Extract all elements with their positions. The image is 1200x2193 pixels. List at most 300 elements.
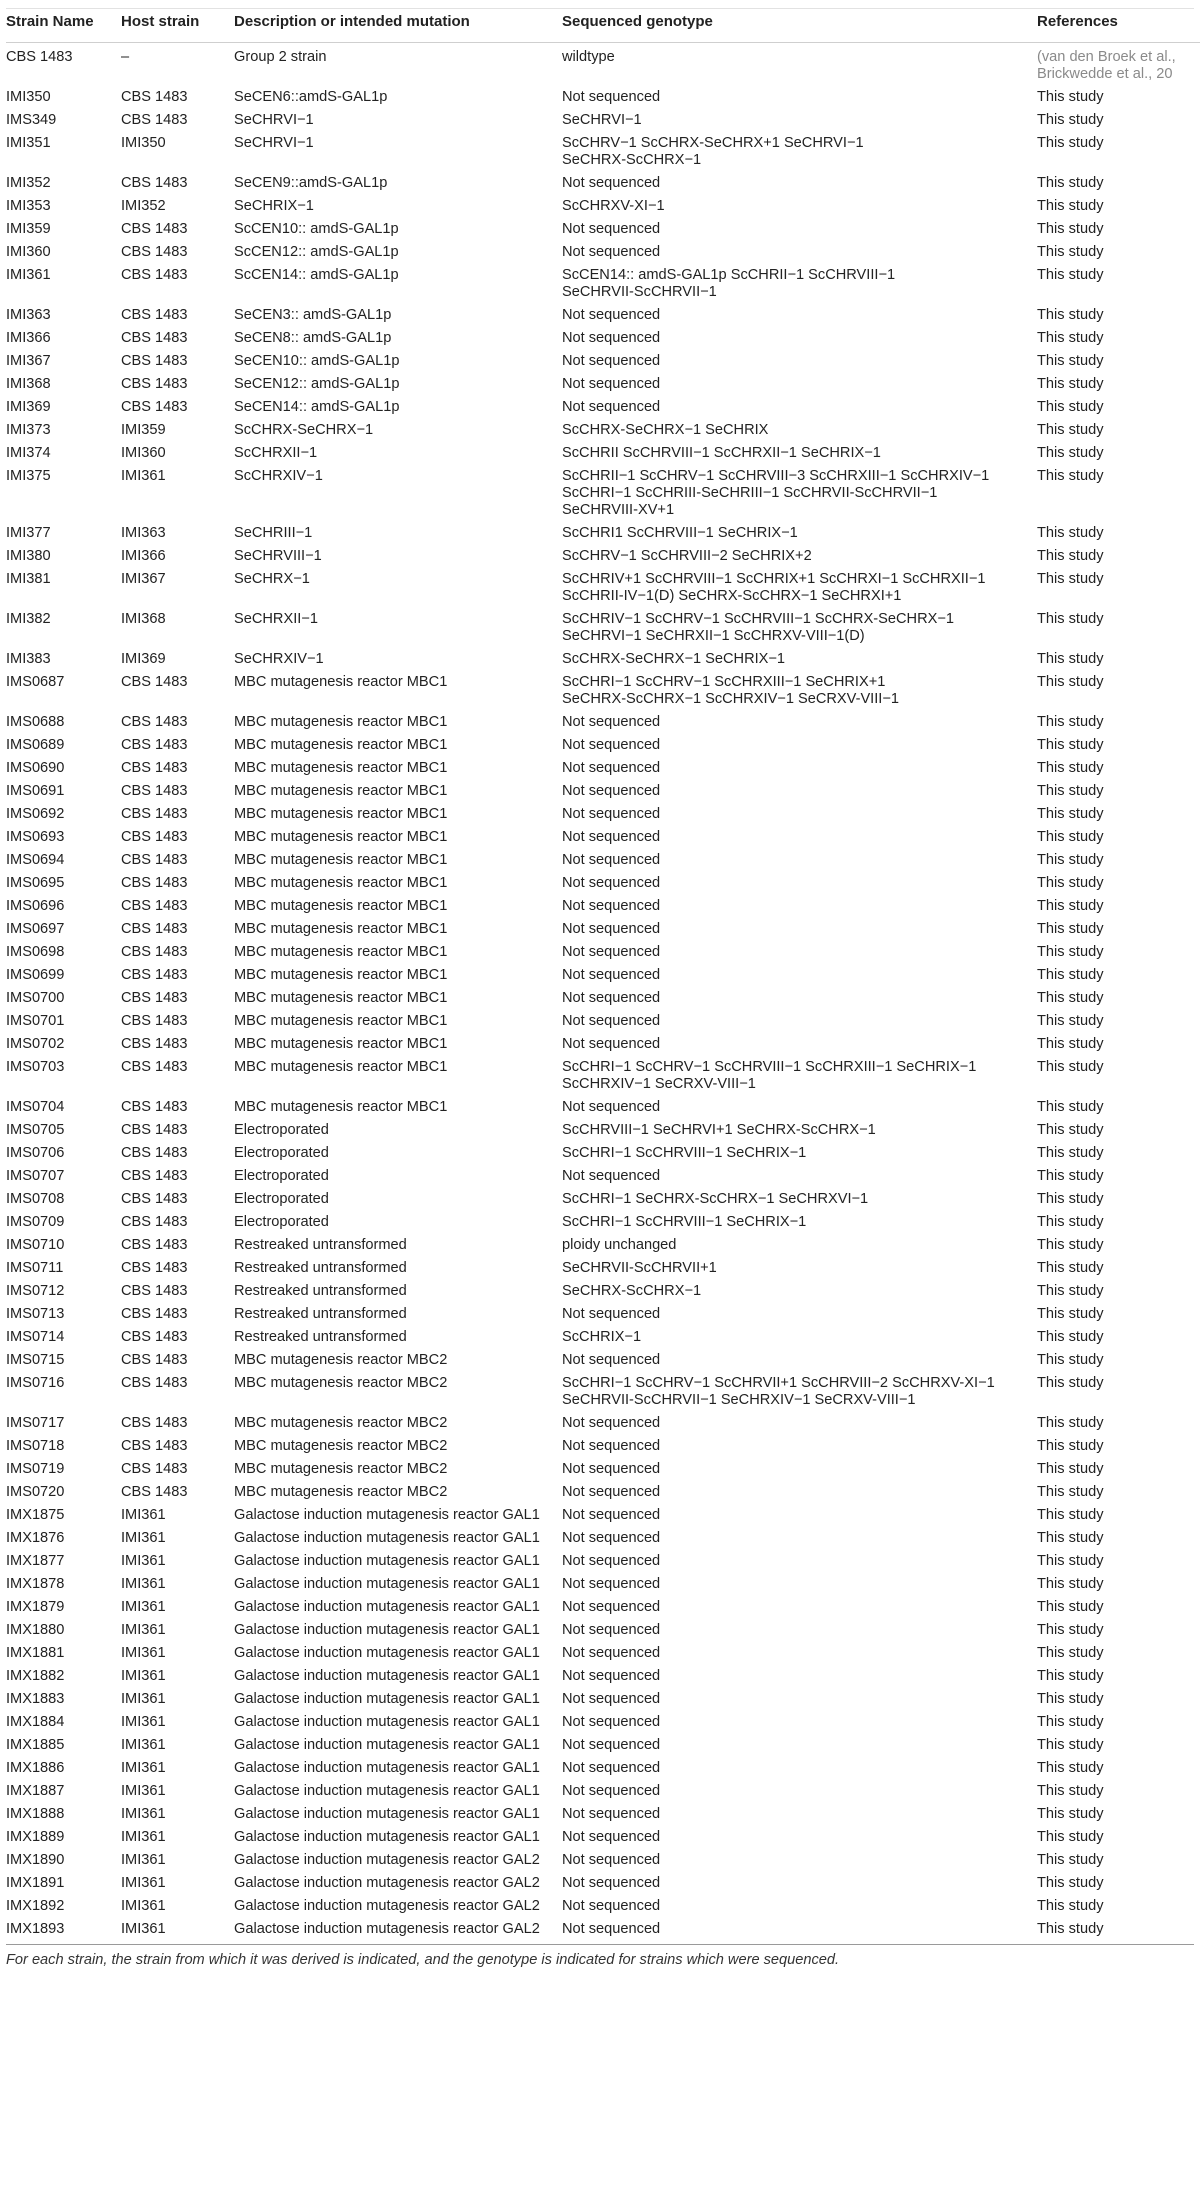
cell-host-text: CBS 1483 — [121, 674, 188, 690]
cell-description — [234, 1530, 562, 1547]
table-row — [6, 416, 1200, 439]
cell-host-text: CBS 1483 — [121, 1059, 188, 1075]
cell-genotype — [562, 1783, 1037, 1800]
cell-strain-text: IMI381 — [6, 571, 51, 587]
cell-genotype — [562, 1415, 1037, 1432]
cell-reference-text: This study — [1037, 1806, 1104, 1822]
cell-host-text: IMI361 — [121, 1806, 166, 1822]
cell-reference — [1037, 1036, 1200, 1053]
cell-reference — [1037, 1122, 1200, 1139]
cell-reference — [1037, 376, 1200, 393]
cell-description — [234, 198, 562, 215]
cell-strain — [6, 990, 121, 1007]
cell-description — [234, 1260, 562, 1277]
cell-genotype-text: Not sequenced — [562, 944, 661, 960]
cell-host — [121, 898, 234, 915]
cell-strain-text: IMS0713 — [6, 1306, 65, 1322]
cell-description — [234, 1145, 562, 1162]
cell-reference — [1037, 399, 1200, 416]
cell-genotype-text: Not sequenced — [562, 898, 661, 914]
cell-description-text: Galactose induction mutagenesis reactor GAL1 — [234, 1806, 540, 1822]
cell-host — [121, 1059, 234, 1093]
cell-description — [234, 1645, 562, 1662]
cell-reference — [1037, 1783, 1200, 1800]
cell-reference-text: This study — [1037, 944, 1104, 960]
table-row — [6, 961, 1200, 984]
cell-reference — [1037, 571, 1200, 605]
cell-host-text: IMI368 — [121, 611, 166, 627]
cell-reference — [1037, 525, 1200, 542]
cell-reference-text: This study — [1037, 1214, 1104, 1230]
cell-description-text: SeCEN6::amdS-GAL1p — [234, 89, 388, 105]
cell-genotype — [562, 611, 1037, 645]
table-row — [6, 1869, 1200, 1892]
cell-reference — [1037, 422, 1200, 439]
cell-description — [234, 1415, 562, 1432]
cell-genotype — [562, 49, 1037, 83]
cell-strain-text: IMX1875 — [6, 1507, 65, 1523]
table-row — [6, 846, 1200, 869]
cell-genotype-text: ScCHRX-SeCHRX−1 SeCHRIX — [562, 422, 769, 438]
table-row — [6, 1892, 1200, 1915]
cell-host-text: CBS 1483 — [121, 829, 188, 845]
cell-description — [234, 990, 562, 1007]
cell-description — [234, 445, 562, 462]
table-row — [6, 1685, 1200, 1708]
cell-host-text: IMI361 — [121, 1783, 166, 1799]
cell-description-text: Restreaked untransformed — [234, 1283, 407, 1299]
cell-strain-text: IMI367 — [6, 353, 51, 369]
cell-reference — [1037, 1461, 1200, 1478]
cell-strain-text: IMI380 — [6, 548, 51, 564]
cell-reference-text: This study — [1037, 898, 1104, 914]
cell-description-text: Electroporated — [234, 1191, 329, 1207]
cell-description — [234, 1099, 562, 1116]
table-row — [6, 565, 1200, 605]
cell-genotype — [562, 1898, 1037, 1915]
cell-genotype-text: Not sequenced — [562, 714, 661, 730]
cell-strain — [6, 1260, 121, 1277]
cell-genotype — [562, 944, 1037, 961]
cell-reference — [1037, 1013, 1200, 1030]
cell-genotype-text: ScCHRI−1 ScCHRV−1 ScCHRVII+1 ScCHRVIII−2 ScCHRXV-XI−1 — [562, 1375, 995, 1391]
cell-genotype-text: Not sequenced — [562, 353, 661, 369]
table-row — [6, 1093, 1200, 1116]
cell-reference — [1037, 267, 1200, 301]
cell-description-text: Galactose induction mutagenesis reactor GAL1 — [234, 1530, 540, 1546]
table-row — [6, 1800, 1200, 1823]
cell-strain-text: IMS0712 — [6, 1283, 65, 1299]
cell-reference — [1037, 611, 1200, 645]
cell-description — [234, 1553, 562, 1570]
cell-host — [121, 1829, 234, 1846]
cell-reference — [1037, 1668, 1200, 1685]
cell-reference — [1037, 49, 1200, 83]
cell-strain — [6, 852, 121, 869]
cell-reference-text: This study — [1037, 1122, 1104, 1138]
cell-description-text: MBC mutagenesis reactor MBC1 — [234, 1059, 448, 1075]
cell-host — [121, 1737, 234, 1754]
cell-genotype-text: Not sequenced — [562, 921, 661, 937]
cell-description-text: Galactose induction mutagenesis reactor GAL2 — [234, 1875, 540, 1891]
cell-description — [234, 468, 562, 519]
cell-strain-text: IMI366 — [6, 330, 51, 346]
cell-strain-text: IMI363 — [6, 307, 51, 323]
cell-genotype-text: Not sequenced — [562, 307, 661, 323]
cell-host — [121, 806, 234, 823]
cell-reference — [1037, 1806, 1200, 1823]
cell-host — [121, 1530, 234, 1547]
cell-reference-continued: Brickwedde et al., 20 — [1037, 66, 1173, 82]
cell-genotype — [562, 1352, 1037, 1369]
cell-genotype-text: ScCHRVIII−1 SeCHRVI+1 SeCHRX-ScCHRX−1 — [562, 1122, 876, 1138]
table-row — [6, 708, 1200, 731]
cell-description — [234, 921, 562, 938]
cell-description — [234, 829, 562, 846]
cell-reference-text: This study — [1037, 783, 1104, 799]
cell-reference-text: This study — [1037, 1375, 1104, 1391]
cell-genotype — [562, 1168, 1037, 1185]
cell-description-text: ScCHRX-SeCHRX−1 — [234, 422, 374, 438]
cell-strain-text: IMX1876 — [6, 1530, 65, 1546]
table-row — [6, 1007, 1200, 1030]
cell-reference-text: This study — [1037, 198, 1104, 214]
cell-reference — [1037, 1576, 1200, 1593]
cell-genotype-text: ScCHRX-SeCHRX−1 SeCHRIX−1 — [562, 651, 786, 667]
cell-genotype-text: Not sequenced — [562, 1921, 661, 1937]
cell-reference-text: This study — [1037, 611, 1104, 627]
cell-host-text: CBS 1483 — [121, 875, 188, 891]
cell-genotype-text: Not sequenced — [562, 806, 661, 822]
cell-strain-text: IMS0702 — [6, 1036, 65, 1052]
table-row — [6, 668, 1200, 708]
table-row — [6, 1300, 1200, 1323]
cell-strain — [6, 760, 121, 777]
cell-description-text: Galactose induction mutagenesis reactor GAL1 — [234, 1599, 540, 1615]
cell-description-text: Restreaked untransformed — [234, 1237, 407, 1253]
table-row — [6, 1139, 1200, 1162]
cell-strain — [6, 1668, 121, 1685]
cell-strain-text: IMS0703 — [6, 1059, 65, 1075]
cell-host-text: IMI361 — [121, 1875, 166, 1891]
cell-description — [234, 1461, 562, 1478]
cell-description — [234, 525, 562, 542]
cell-reference — [1037, 1737, 1200, 1754]
cell-description — [234, 1283, 562, 1300]
cell-reference-text: This study — [1037, 422, 1104, 438]
table-row — [6, 1208, 1200, 1231]
cell-genotype — [562, 875, 1037, 892]
cell-description-text: Galactose induction mutagenesis reactor GAL1 — [234, 1714, 540, 1730]
cell-description — [234, 1783, 562, 1800]
cell-description — [234, 1806, 562, 1823]
cell-strain-text: IMS0708 — [6, 1191, 65, 1207]
cell-genotype-text: Not sequenced — [562, 990, 661, 1006]
cell-strain — [6, 1484, 121, 1501]
cell-description — [234, 714, 562, 731]
cell-strain — [6, 1530, 121, 1547]
cell-strain — [6, 1283, 121, 1300]
cell-genotype-text: ScCHRXV-XI−1 — [562, 198, 665, 214]
cell-genotype-text: ploidy unchanged — [562, 1237, 677, 1253]
cell-strain — [6, 1461, 121, 1478]
cell-host — [121, 353, 234, 370]
cell-host-text: IMI361 — [121, 1691, 166, 1707]
cell-genotype-text: Not sequenced — [562, 1013, 661, 1029]
cell-reference-text: This study — [1037, 307, 1104, 323]
cell-description-text: SeCHRVI−1 — [234, 135, 314, 151]
cell-reference-text: This study — [1037, 852, 1104, 868]
cell-host-text: IMI361 — [121, 1622, 166, 1638]
cell-description — [234, 1898, 562, 1915]
cell-genotype-text: ScCHRV−1 ScCHRVIII−2 SeCHRIX+2 — [562, 548, 812, 564]
cell-host — [121, 1484, 234, 1501]
cell-host-text: CBS 1483 — [121, 353, 188, 369]
cell-strain-text: IMX1890 — [6, 1852, 65, 1868]
cell-description-text: SeCHRIII−1 — [234, 525, 313, 541]
cell-reference-text: This study — [1037, 737, 1104, 753]
cell-genotype-text: Not sequenced — [562, 1530, 661, 1546]
cell-reference-text: This study — [1037, 330, 1104, 346]
cell-host — [121, 1507, 234, 1524]
cell-strain-text: IMS0719 — [6, 1461, 65, 1477]
cell-host — [121, 175, 234, 192]
cell-description-text: MBC mutagenesis reactor MBC2 — [234, 1438, 448, 1454]
cell-genotype-continued: ScCHRI−1 ScCHRIII-SeCHRIII−1 ScCHRVII-ScCHRVII−1 — [562, 485, 938, 501]
cell-description — [234, 1191, 562, 1208]
cell-host-text: CBS 1483 — [121, 806, 188, 822]
cell-description-text: MBC mutagenesis reactor MBC1 — [234, 674, 448, 690]
cell-reference — [1037, 651, 1200, 668]
cell-reference — [1037, 198, 1200, 215]
cell-genotype-text: Not sequenced — [562, 1306, 661, 1322]
cell-reference-text: This study — [1037, 399, 1104, 415]
cell-genotype — [562, 1852, 1037, 1869]
cell-genotype — [562, 1375, 1037, 1409]
table-row — [6, 915, 1200, 938]
cell-reference-text: This study — [1037, 244, 1104, 260]
cell-strain — [6, 967, 121, 984]
table-row — [6, 347, 1200, 370]
cell-description-text: ScCEN14:: amdS-GAL1p — [234, 267, 399, 283]
cell-reference — [1037, 1099, 1200, 1116]
cell-description — [234, 1059, 562, 1093]
table-row — [6, 1501, 1200, 1524]
cell-host — [121, 1168, 234, 1185]
cell-reference-text: This study — [1037, 990, 1104, 1006]
cell-genotype — [562, 1691, 1037, 1708]
cell-host-text: IMI361 — [121, 1576, 166, 1592]
cell-reference-text: This study — [1037, 967, 1104, 983]
cell-strain-text: IMS0695 — [6, 875, 65, 891]
cell-description-text: Galactose induction mutagenesis reactor GAL2 — [234, 1921, 540, 1937]
table-body — [6, 43, 1200, 1938]
cell-reference — [1037, 1237, 1200, 1254]
cell-reference — [1037, 852, 1200, 869]
cell-description-text: Galactose induction mutagenesis reactor GAL1 — [234, 1668, 540, 1684]
cell-strain — [6, 353, 121, 370]
cell-host-text: CBS 1483 — [121, 1122, 188, 1138]
cell-host-text: CBS 1483 — [121, 244, 188, 260]
cell-host-text: CBS 1483 — [121, 1415, 188, 1431]
cell-description-text: MBC mutagenesis reactor MBC1 — [234, 852, 448, 868]
cell-reference-text: This study — [1037, 1507, 1104, 1523]
cell-host — [121, 760, 234, 777]
cell-genotype-text: Not sequenced — [562, 1415, 661, 1431]
cell-reference-text: This study — [1037, 674, 1104, 690]
cell-description — [234, 1036, 562, 1053]
cell-host-text: CBS 1483 — [121, 898, 188, 914]
cell-reference-text: (van den Broek et al., — [1037, 49, 1176, 65]
cell-description-text: SeCEN8:: amdS-GAL1p — [234, 330, 392, 346]
cell-strain — [6, 875, 121, 892]
cell-description-text: Galactose induction mutagenesis reactor GAL1 — [234, 1829, 540, 1845]
cell-reference-text: This study — [1037, 353, 1104, 369]
cell-host-text: CBS 1483 — [121, 1145, 188, 1161]
header-host-strain: Host strain — [121, 12, 200, 30]
cell-description — [234, 1668, 562, 1685]
cell-strain-text: IMS0694 — [6, 852, 65, 868]
table-row — [6, 1185, 1200, 1208]
cell-description — [234, 1306, 562, 1323]
cell-reference — [1037, 1622, 1200, 1639]
cell-reference — [1037, 445, 1200, 462]
cell-reference — [1037, 898, 1200, 915]
cell-genotype — [562, 967, 1037, 984]
cell-description-text: Galactose induction mutagenesis reactor GAL1 — [234, 1783, 540, 1799]
cell-genotype-text: Not sequenced — [562, 1760, 661, 1776]
cell-reference — [1037, 674, 1200, 708]
cell-host-text: CBS 1483 — [121, 990, 188, 1006]
cell-host — [121, 135, 234, 169]
cell-description-text: MBC mutagenesis reactor MBC1 — [234, 806, 448, 822]
cell-genotype — [562, 1191, 1037, 1208]
cell-description-text: MBC mutagenesis reactor MBC1 — [234, 921, 448, 937]
cell-strain-text: IMS0688 — [6, 714, 65, 730]
cell-reference — [1037, 1214, 1200, 1231]
table-row — [6, 1708, 1200, 1731]
cell-genotype — [562, 1737, 1037, 1754]
cell-host — [121, 89, 234, 106]
cell-host-text: IMI361 — [121, 1553, 166, 1569]
cell-genotype — [562, 376, 1037, 393]
cell-genotype — [562, 737, 1037, 754]
table-row — [6, 1455, 1200, 1478]
cell-host-text: CBS 1483 — [121, 1329, 188, 1345]
cell-genotype-text: Not sequenced — [562, 376, 661, 392]
table-row — [6, 261, 1200, 301]
cell-description-text: SeCEN14:: amdS-GAL1p — [234, 399, 400, 415]
cell-reference-text: This study — [1037, 1059, 1104, 1075]
cell-genotype-text: Not sequenced — [562, 175, 661, 191]
cell-strain-text: IMX1888 — [6, 1806, 65, 1822]
cell-description — [234, 330, 562, 347]
cell-description — [234, 422, 562, 439]
cell-genotype-text: Not sequenced — [562, 1714, 661, 1730]
cell-genotype-text: ScCHRI−1 ScCHRVIII−1 SeCHRIX−1 — [562, 1214, 807, 1230]
cell-host — [121, 1214, 234, 1231]
cell-reference-text: This study — [1037, 571, 1104, 587]
table-row — [6, 1432, 1200, 1455]
cell-genotype — [562, 1237, 1037, 1254]
cell-description — [234, 852, 562, 869]
cell-strain — [6, 1329, 121, 1346]
cell-genotype — [562, 921, 1037, 938]
table-row — [6, 370, 1200, 393]
table-row — [6, 938, 1200, 961]
cell-strain — [6, 898, 121, 915]
cell-strain-text: IMI360 — [6, 244, 51, 260]
cell-genotype — [562, 1306, 1037, 1323]
cell-host-text: IMI366 — [121, 548, 166, 564]
cell-genotype-text: Not sequenced — [562, 221, 661, 237]
cell-description-text: SeCHRVI−1 — [234, 112, 314, 128]
cell-host — [121, 1553, 234, 1570]
cell-strain-text: IMI369 — [6, 399, 51, 415]
cell-description — [234, 1576, 562, 1593]
cell-host — [121, 714, 234, 731]
cell-reference — [1037, 783, 1200, 800]
cell-reference-text: This study — [1037, 1668, 1104, 1684]
cell-host-text: CBS 1483 — [121, 944, 188, 960]
cell-host — [121, 1283, 234, 1300]
cell-reference-text: This study — [1037, 1168, 1104, 1184]
cell-genotype-text: Not sequenced — [562, 1168, 661, 1184]
cell-strain — [6, 175, 121, 192]
cell-strain-text: IMS0720 — [6, 1484, 65, 1500]
cell-reference-text: This study — [1037, 1352, 1104, 1368]
cell-host — [121, 783, 234, 800]
cell-genotype — [562, 198, 1037, 215]
cell-host — [121, 1237, 234, 1254]
cell-description — [234, 674, 562, 708]
cell-genotype — [562, 852, 1037, 869]
cell-reference — [1037, 1415, 1200, 1432]
cell-host — [121, 1576, 234, 1593]
cell-host — [121, 875, 234, 892]
cell-host-text: CBS 1483 — [121, 1438, 188, 1454]
cell-description-text: MBC mutagenesis reactor MBC1 — [234, 783, 448, 799]
cell-description — [234, 1237, 562, 1254]
cell-strain-text: IMS0706 — [6, 1145, 65, 1161]
cell-host — [121, 307, 234, 324]
cell-description — [234, 760, 562, 777]
cell-description-text: MBC mutagenesis reactor MBC1 — [234, 875, 448, 891]
cell-description — [234, 1921, 562, 1938]
cell-description-text: MBC mutagenesis reactor MBC1 — [234, 1036, 448, 1052]
cell-strain-text: IMX1880 — [6, 1622, 65, 1638]
cell-description-text: Restreaked untransformed — [234, 1260, 407, 1276]
cell-genotype-text: Not sequenced — [562, 1507, 661, 1523]
cell-genotype — [562, 89, 1037, 106]
table-row — [6, 1323, 1200, 1346]
cell-genotype — [562, 806, 1037, 823]
cell-genotype-text: Not sequenced — [562, 330, 661, 346]
cell-host — [121, 1438, 234, 1455]
cell-description — [234, 353, 562, 370]
cell-genotype-text: Not sequenced — [562, 1806, 661, 1822]
cell-strain-text: IMX1883 — [6, 1691, 65, 1707]
cell-reference — [1037, 1553, 1200, 1570]
cell-description-text: Galactose induction mutagenesis reactor GAL1 — [234, 1576, 540, 1592]
cell-reference — [1037, 921, 1200, 938]
cell-strain-text: IMS0696 — [6, 898, 65, 914]
cell-host — [121, 1668, 234, 1685]
cell-genotype — [562, 1438, 1037, 1455]
cell-description-text: MBC mutagenesis reactor MBC2 — [234, 1375, 448, 1391]
cell-reference-text: This study — [1037, 1599, 1104, 1615]
cell-genotype-text: ScCHRI−1 ScCHRV−1 ScCHRXIII−1 SeCHRIX+1 — [562, 674, 886, 690]
